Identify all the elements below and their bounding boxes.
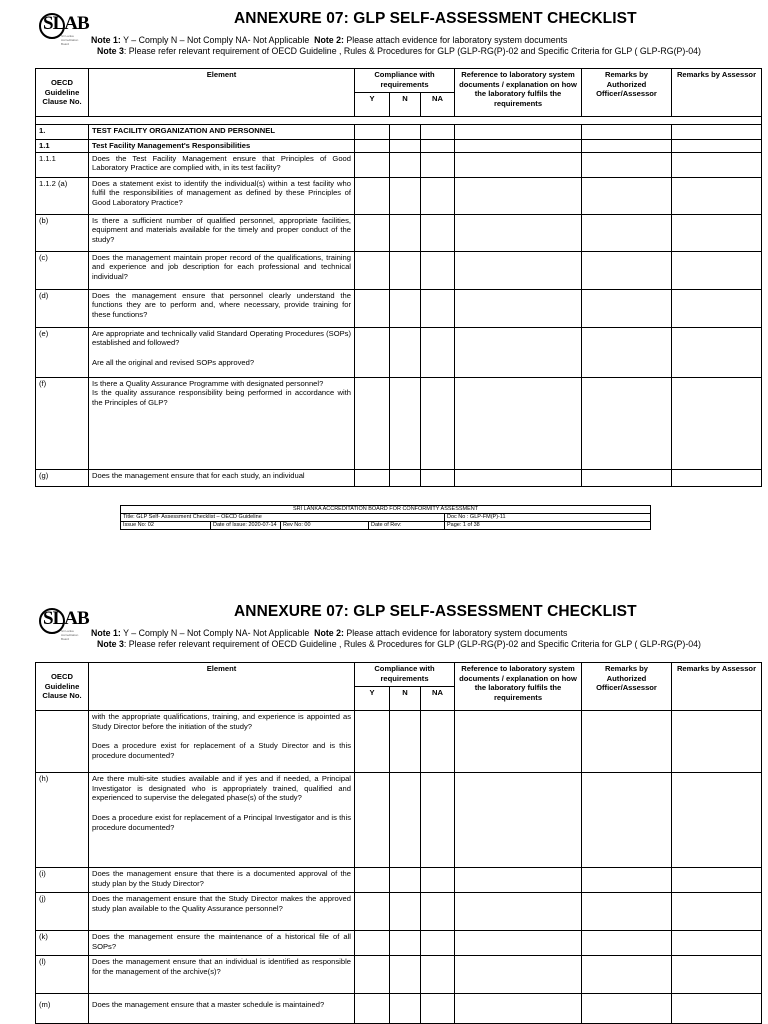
col-clause: OECD Guideline Clause No.	[36, 663, 89, 711]
table-row: (j) Does the management ensure that the Study Director makes the approved study plan available to the Quality Assurance personnel?	[36, 893, 762, 931]
col-y: Y	[355, 687, 390, 711]
col-n: N	[390, 93, 421, 117]
col-remarks-officer: Remarks by Authorized Officer/Assessor	[582, 69, 672, 117]
note-line-2: Note 3: Please refer relevant requirement of OECD Guideline , Rules & Procedures for GLP (GLP-RG(P)-02 and Specific Criteria for GLP ( GLP-RG(P)-04)	[97, 46, 701, 56]
document-footer: SRI LANKA ACCREDITATION BOARD FOR CONFORMITY ASSESSMENT Title: GLP Self- Assessment Checklist – OECD Guideline Doc No : GLP-FM(P)-11 Issue No: 02 Date of Issue: 2020-07-14 Rev No: 00 Date of Rev: Page: 1 of 38	[120, 505, 651, 530]
col-element: Element	[89, 663, 355, 711]
table-row: (l) Does the management ensure that an individual is identified as responsible for the management of the archive(s)?	[36, 956, 762, 994]
col-compliance: Compliance with requirements	[355, 663, 455, 687]
page-2	[0, 597, 768, 1024]
col-remarks-assessor: Remarks by Assessor	[672, 663, 762, 711]
col-na: NA	[421, 687, 455, 711]
table-row: 1. TEST FACILITY ORGANIZATION AND PERSONNEL	[36, 125, 762, 140]
col-reference: Reference to laboratory system documents / explanation on how the laboratory fulfils the requirements	[455, 663, 582, 711]
slab-logo: SLAB Sri Lanka Accreditation Board	[37, 605, 85, 635]
col-remarks-assessor: Remarks by Assessor	[672, 69, 762, 117]
table-row: (m) Does the management ensure that a master schedule is maintained?	[36, 994, 762, 1024]
note-line-2: Note 3: Please refer relevant requirement of OECD Guideline , Rules & Procedures for GLP (GLP-RG(P)-02 and Specific Criteria for GLP ( GLP-RG(P)-04)	[97, 639, 701, 649]
table-row: (d) Does the management ensure that personnel clearly understand the functions they are to perform and, where necessary, provide training for these functions?	[36, 289, 762, 327]
col-remarks-officer: Remarks by Authorized Officer/Assessor	[582, 663, 672, 711]
table-row: (f) Is there a Quality Assurance Programme with designated personnel? Is the quality assurance responsibility being performed in accordance with the Principles of GLP?	[36, 377, 762, 469]
table-row: 1.1.1 Does the Test Facility Management ensure that Principles of Good Laboratory Practice are complied with, in its test facility?	[36, 152, 762, 177]
col-reference: Reference to laboratory system documents / explanation on how the laboratory fulfils the requirements	[455, 69, 582, 117]
table-row: (g) Does the management ensure that for each study, an individual	[36, 469, 762, 486]
col-n: N	[390, 687, 421, 711]
table-row: 1.1 Test Facility Management's Responsibilities	[36, 140, 762, 153]
note-line-1: Note 1: Y – Comply N – Not Comply NA- Not Applicable Note 2: Please attach evidence for laboratory system documents	[91, 628, 568, 638]
table-row: (e) Are appropriate and technically valid Standard Operating Procedures (SOPs) established and followed? Are all the original and revised SOPs approved?	[36, 327, 762, 377]
col-element: Element	[89, 69, 355, 117]
col-compliance: Compliance with requirements	[355, 69, 455, 93]
col-na: NA	[421, 93, 455, 117]
table-row: (i) Does the management ensure that there is a documented approval of the study plan by the Study Director?	[36, 868, 762, 893]
table-row: (h) Are there multi-site studies available and if yes and if needed, a Principal Investigator is designated who is appropriately trained, qualified and experienced to supervise the delegated phase(s) of the study? Does a procedure exist for replacement of a Principal Investigator and is this procedure documented?	[36, 773, 762, 868]
table-row: (b) Is there a sufficient number of qualified personnel, appropriate facilities, equipment and materials available for the timely and proper conduct of the study?	[36, 214, 762, 251]
note-line-1: Note 1: Y – Comply N – Not Comply NA- Not Applicable Note 2: Please attach evidence for laboratory system documents	[91, 35, 568, 45]
col-clause: OECD Guideline Clause No.	[36, 69, 89, 117]
slab-logo: SLAB Sri Lanka Accreditation Board	[37, 10, 85, 40]
page-title: ANNEXURE 07: GLP SELF-ASSESSMENT CHECKLIST	[234, 10, 637, 27]
col-y: Y	[355, 93, 390, 117]
checklist-table	[35, 68, 762, 487]
table-row: with the appropriate qualifications, training, and experience is appointed as Study Director before the initiation of the study? Does a procedure exist for replacement of a Study Director and is this procedure documented?	[36, 711, 762, 773]
checklist-table	[35, 662, 762, 1024]
page-title: ANNEXURE 07: GLP SELF-ASSESSMENT CHECKLIST	[234, 603, 637, 620]
table-row: (k) Does the management ensure the maintenance of a historical file of all SOPs?	[36, 931, 762, 956]
table-row: (c) Does the management maintain proper record of the qualifications, training and experience and job description for each professional and technical individual?	[36, 251, 762, 289]
table-row: 1.1.2 (a) Does a statement exist to identify the individual(s) within a test facility who fulfil the responsibilities of management as defined by these Principles of Good Laboratory Practice?	[36, 177, 762, 214]
